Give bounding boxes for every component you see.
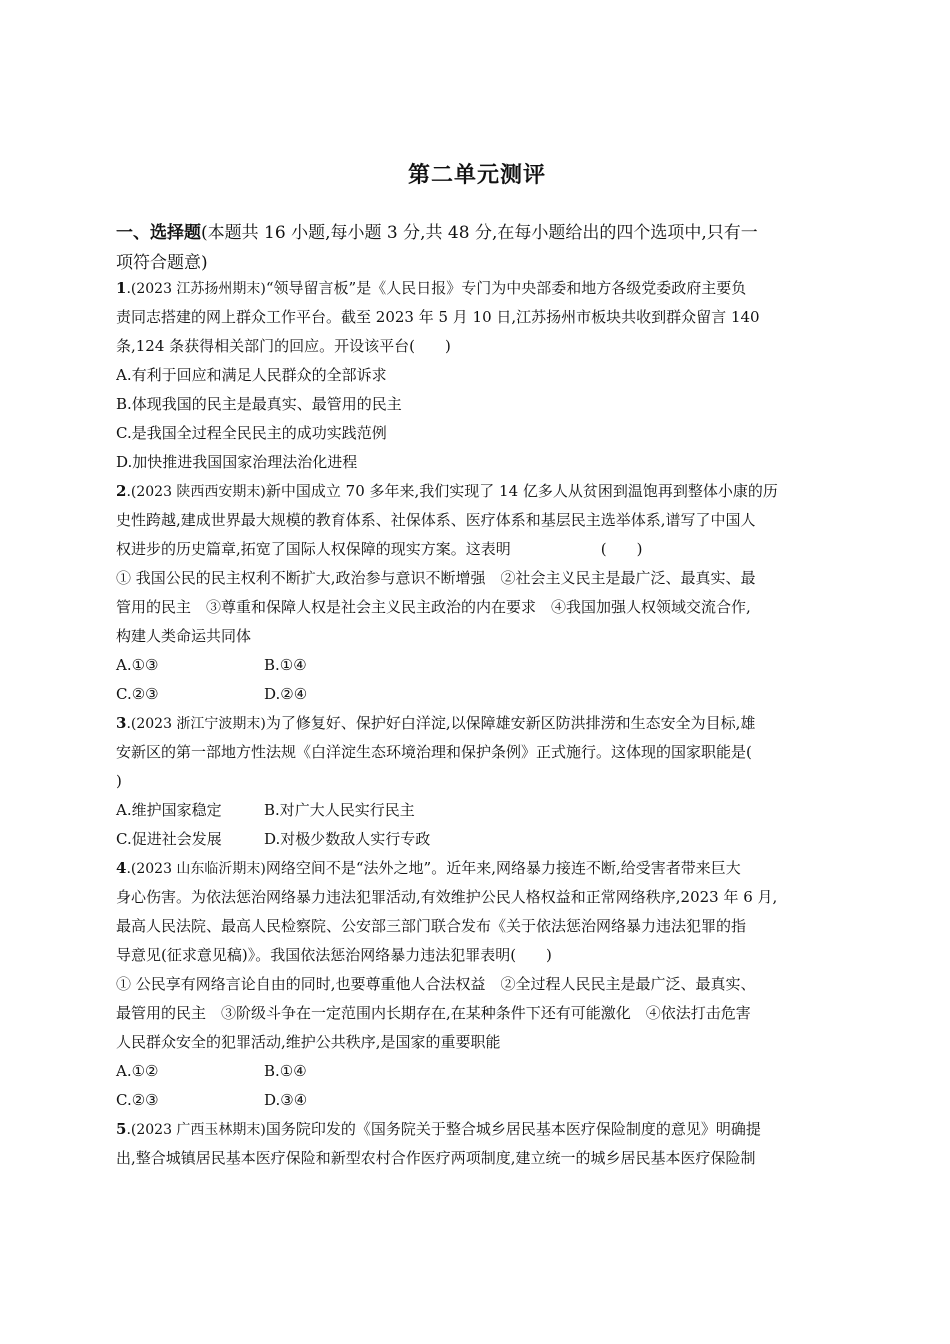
option-c: C.是我国全过程全民民主的成功实践范例 xyxy=(116,424,387,442)
option-a: A.①② xyxy=(116,1062,159,1080)
question-number: 1 xyxy=(116,279,127,297)
section-header xyxy=(116,218,838,278)
section-desc-cont: 项符合题意) xyxy=(116,253,208,273)
question-1 xyxy=(116,274,838,477)
option-b: B.体现我国的民主是最真实、最管用的民主 xyxy=(116,395,402,413)
question-text: 史性跨越,建成世界最大规模的教育体系、社保体系、医疗体系和基层民主选举体系,谱写了中国人 xyxy=(116,511,756,529)
question-text: 导意见(征求意见稿)》。我国依法惩治网络暴力违法犯罪表明( ) xyxy=(116,946,552,964)
question-number: 5 xyxy=(116,1120,127,1138)
question-source: .(2023 浙江宁波期末) xyxy=(126,716,266,732)
question-3 xyxy=(116,709,838,854)
question-number: 3 xyxy=(116,714,127,732)
option-a: A.有利于回应和满足人民群众的全部诉求 xyxy=(116,366,387,384)
option-d: D.②④ xyxy=(264,685,308,703)
question-list xyxy=(116,274,838,1173)
question-text: 最高人民法院、最高人民检察院、公安部三部门联合发布《关于依法惩治网络暴力违法犯罪的指 xyxy=(116,917,747,935)
question-source: .(2023 江苏扬州期末) xyxy=(126,281,266,297)
question-statement: 最管用的民主 ③阶级斗争在一定范围内长期存在,在某种条件下还有可能激化 ④依法打击危害 xyxy=(116,1004,751,1022)
question-text: 出,整合城镇居民基本医疗保险和新型农村合作医疗两项制度,建立统一的城乡居民基本医疗保险制 xyxy=(116,1149,756,1167)
question-text: “领导留言板”是《人民日报》专门为中央部委和地方各级党委政府主要负 xyxy=(265,279,747,297)
option-d: D.③④ xyxy=(264,1091,308,1109)
question-source: .(2023 广西玉林期末) xyxy=(126,1122,266,1138)
option-c: C.促进社会发展 xyxy=(116,830,222,848)
question-5 xyxy=(116,1115,838,1173)
question-text: 为了修复好、保护好白洋淀,以保障雄安新区防洪排涝和生态安全为目标,雄 xyxy=(265,714,756,732)
section-desc: (本题共 16 小题,每小题 3 分,共 48 分,在每小题给出的四个选项中,只有一 xyxy=(201,223,758,243)
question-statement: 管用的民主 ③尊重和保障人权是社会主义民主政治的内在要求 ④我国加强人权领域交流合作, xyxy=(116,598,751,616)
question-2 xyxy=(116,477,838,709)
question-statement: ① 公民享有网络言论自由的同时,也要尊重他人合法权益 ②全过程人民民主是最广泛、最真实、 xyxy=(116,975,756,993)
page-title: 第二单元测评 xyxy=(407,163,546,188)
option-d: D.加快推进我国国家治理法治化进程 xyxy=(116,453,358,471)
option-c: C.②③ xyxy=(116,685,159,703)
question-text: 责同志搭建的网上群众工作平台。截至 2023 年 5 月 10 日,江苏扬州市板块共收到群众留言 140 xyxy=(116,308,760,326)
question-number: 4 xyxy=(116,859,127,877)
question-text: 身心伤害。为依法惩治网络暴力违法犯罪活动,有效维护公民人格权益和正常网络秩序,2023 年 6 月, xyxy=(116,888,778,906)
question-source: .(2023 山东临沂期末) xyxy=(126,861,266,877)
option-a: A.维护国家稳定 xyxy=(116,801,222,819)
question-source: .(2023 陕西西安期末) xyxy=(126,484,266,500)
question-statement: 人民群众安全的犯罪活动,维护公共秩序,是国家的重要职能 xyxy=(116,1033,501,1051)
option-b: B.①④ xyxy=(264,1062,307,1080)
question-text: ) xyxy=(116,772,122,790)
option-b: B.①④ xyxy=(264,656,307,674)
question-4 xyxy=(116,854,838,1115)
question-statement: 构建人类命运共同体 xyxy=(116,627,252,645)
option-a: A.①③ xyxy=(116,656,159,674)
section-head: 一、选择题 xyxy=(116,223,201,243)
option-d: D.对极少数敌人实行专政 xyxy=(264,830,431,848)
question-text: 国务院印发的《国务院关于整合城乡居民基本医疗保险制度的意见》明确提 xyxy=(265,1120,761,1138)
question-text: 新中国成立 70 多年来,我们实现了 14 亿多人从贫困到温饱再到整体小康的历 xyxy=(265,482,778,500)
option-b: B.对广大人民实行民主 xyxy=(264,801,415,819)
question-text: 网络空间不是“法外之地”。近年来,网络暴力接连不断,给受害者带来巨大 xyxy=(265,859,741,877)
question-text: 条,124 条获得相关部门的回应。开设该平台( ) xyxy=(116,337,451,355)
question-number: 2 xyxy=(116,482,127,500)
question-text: 权进步的历史篇章,拓宽了国际人权保障的现实方案。这表明 ( ) xyxy=(116,540,643,558)
question-statement: ① 我国公民的民主权利不断扩大,政治参与意识不断增强 ②社会主义民主是最广泛、最真实、最 xyxy=(116,569,756,587)
question-text: 安新区的第一部地方性法规《白洋淀生态环境治理和保护条例》正式施行。这体现的国家职能是( xyxy=(116,743,752,761)
option-c: C.②③ xyxy=(116,1091,159,1109)
